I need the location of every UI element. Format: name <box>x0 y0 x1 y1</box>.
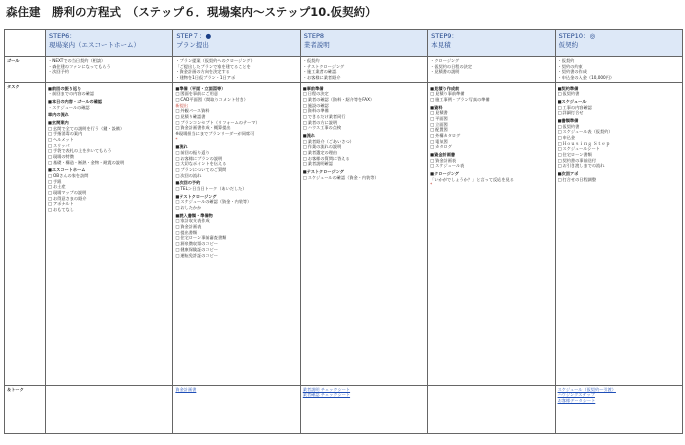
task-checkbox-item[interactable]: □ 業者選定の理由 <box>303 150 425 156</box>
step-name: 業者説明 <box>303 40 330 49</box>
step-number: STEP10：◎ <box>558 32 596 40</box>
talk-cell-8 <box>300 385 427 433</box>
step-number: STEP6： <box>49 32 76 40</box>
task-checkbox-item[interactable]: □ 提出書類 <box>175 230 297 236</box>
goal-item: ・契約の約束 <box>557 63 583 69</box>
task-checkbox-item[interactable]: □ プランコンセプト（リフォームのテーマ） <box>175 120 297 126</box>
goal-cell-10 <box>555 57 682 83</box>
task-checkbox-item[interactable]: □ 玄関で全ての説明を行う（鍵・設備） <box>48 126 170 132</box>
page-title: 森住建 勝利の方程式 （ステップ６．現場案内〜ステップ10.仮契約） <box>6 5 377 19</box>
step-header-6 <box>46 30 173 57</box>
task-checkbox-item[interactable]: □ 施工事例・プラン写真の準備 <box>430 97 552 103</box>
task-section: ■資料 <box>430 104 443 110</box>
task-checkbox-item[interactable]: □ 基礎・構造・断熱・金物・耐震の説明 <box>48 160 170 166</box>
task-cell-7 <box>173 82 300 385</box>
task-label: タスク <box>5 82 46 385</box>
task-checkbox-item[interactable]: □ CAD平面図（間取りコメント付き） <box>175 97 297 103</box>
task-section: ■本日の内容・ゴールの確認 <box>48 99 103 105</box>
task-section: ■エスコートホーム <box>48 167 86 173</box>
step-header-10 <box>555 30 682 57</box>
talk-link[interactable]: 業者説明 チェックシート <box>302 386 351 392</box>
task-section: ■流れ <box>175 144 188 150</box>
task-checkbox-item[interactable]: □ スケジュールシート <box>558 146 680 152</box>
task-checkbox-item[interactable]: □ 仮契約書 <box>558 91 680 97</box>
task-section: ■次回の予約 <box>175 180 201 186</box>
step-header-7 <box>173 30 300 57</box>
step-header-8 <box>300 30 427 57</box>
goal-item: ・森住建のファンになってもらう <box>48 63 111 69</box>
talk-link[interactable]: ハウジングステップ <box>557 392 595 398</box>
task-checkbox-item[interactable]: □ TEL＞日当日トーク（あいだした） <box>175 186 297 192</box>
task-checkbox-item[interactable]: □ 見積り確認書 <box>175 114 297 120</box>
task-cell-6 <box>46 82 173 385</box>
task-checkbox-item[interactable]: □ 外構カタログ <box>430 133 552 139</box>
goal-item: ・お客様に業者紹介 <box>302 75 341 81</box>
task-checkbox-item[interactable]: □ 外観パース資料 <box>175 108 297 114</box>
task-checkbox-item[interactable]: □ 仮契約書 <box>558 124 680 130</box>
task-section: ■資金計画書 <box>430 152 456 158</box>
task-checkbox-item[interactable]: □ Ｈｏｕｓｉｎｇ Ｓｔｅｐ <box>558 141 680 147</box>
goal-item: ・テストクロージング <box>302 63 345 69</box>
task-checkbox-item[interactable]: □ 手指消毒の案内 <box>48 131 170 137</box>
task-checkbox-item[interactable]: □ 手袋で表札の上を歩いてもらう <box>48 148 170 154</box>
task-checkbox-item[interactable]: □ プランについてのご質問 <box>175 167 297 173</box>
task-section: ■流れ <box>302 133 316 139</box>
task-section: ■読入書類・準備物 <box>175 212 213 218</box>
step-number: STEP8 <box>303 32 325 40</box>
task-checkbox-item[interactable]: □ 電気図 <box>430 139 552 145</box>
task-checkbox-item[interactable]: □ 業者説明確認 <box>303 161 425 167</box>
goal-cell-9 <box>428 57 555 83</box>
task-section: ■テストクロージング <box>175 193 217 199</box>
step-name: 現場案内（エスコートホーム） <box>49 40 140 49</box>
step-name: 本見積 <box>431 40 451 49</box>
step-header-9 <box>428 30 555 57</box>
process-table <box>4 29 683 434</box>
goal-item: ・見積書の説明 <box>430 69 460 75</box>
talk-label: ＆トーク <box>5 385 46 433</box>
task-checkbox-item[interactable]: □ 詳細打合せ <box>558 110 680 116</box>
task-checkbox-item[interactable]: □ お客様の質問に答える <box>303 156 425 162</box>
task-checkbox-item[interactable]: □ 前回の振り返り <box>175 150 297 156</box>
task-checkbox-item[interactable]: □ 契約書の事前送付 <box>558 158 680 164</box>
task-checkbox-item[interactable]: □ 資金計画書作成・概算提出 <box>175 125 297 131</box>
task-checkbox-item[interactable]: □ 作業の流れの説明 <box>303 144 425 150</box>
task-item: ・スケジュールの確認 <box>48 104 90 110</box>
goal-label: ゴール <box>5 57 46 83</box>
task-checkbox-item[interactable]: □ 住宅ローン事前審査書類 <box>175 235 297 241</box>
task-checkbox-item[interactable]: □ 健康保険証のコピー <box>175 247 297 253</box>
task-checkbox-item[interactable]: □ カタログ <box>430 144 552 150</box>
talk-cell-10 <box>555 385 682 433</box>
talk-row <box>5 385 683 433</box>
goal-item: ・NEXTでの当日契約（相談） <box>48 58 106 63</box>
task-checkbox-item[interactable]: □ 平面図 <box>430 116 552 122</box>
task-row <box>5 82 683 385</box>
goal-item: ・クロージング <box>430 58 460 63</box>
task-note: * <box>175 136 178 142</box>
task-checkbox-item[interactable]: □ できるだけ業者同行 <box>303 114 425 120</box>
task-checkbox-item[interactable]: □ 次回の流れ <box>175 173 297 179</box>
task-checkbox-item[interactable]: □ 運転免許証のコピー <box>175 253 297 259</box>
task-checkbox-item[interactable]: □ お土産 <box>48 184 170 190</box>
task-checkbox-item[interactable]: □ スケジュールの確認（資金・内装等） <box>303 175 425 181</box>
task-checkbox-item[interactable]: □ 立面図 <box>430 122 552 128</box>
task-checkbox-item[interactable]: □ 住宅ローン書類 <box>558 152 680 158</box>
talk-link[interactable]: お客様データシート <box>557 398 596 404</box>
goal-cell-7 <box>173 57 300 83</box>
task-checkbox-item[interactable]: □ 業者の方に説明 <box>303 120 425 126</box>
task-checkbox-item[interactable]: □ 日程の決定 <box>303 91 425 97</box>
task-checkbox-item[interactable]: □ 見積り事前準備 <box>430 91 552 97</box>
goal-row <box>5 57 683 83</box>
task-checkbox-item[interactable]: □ 見積書 <box>430 110 552 116</box>
task-checkbox-item[interactable]: □ OBさんの家を訪問 <box>48 173 170 179</box>
talk-link[interactable]: 資金計画書 <box>175 386 197 392</box>
task-checkbox-item[interactable]: □ お客様にプランの説明 <box>175 156 297 162</box>
task-section: ■事前準備 <box>302 85 324 91</box>
task-cell-9 <box>428 82 555 385</box>
step-number: STEP9： <box>431 32 458 40</box>
task-checkbox-item[interactable]: □ 現場マップの説明 <box>48 190 170 196</box>
task-checkbox-item[interactable]: □ アポナルト <box>48 201 170 207</box>
task-checkbox-item[interactable]: □ 図面を事前にご用意 <box>175 91 297 97</box>
task-section: ■スケジュール <box>557 99 587 105</box>
task-section: ■玄関案内 <box>48 120 69 126</box>
task-checkbox-item[interactable]: □ お得意さまの紹介 <box>48 196 170 202</box>
goal-item: ・施工業者の確認 <box>302 69 337 75</box>
goal-item: ・資金計画の方向を決定する <box>175 69 230 75</box>
task-checkbox-item[interactable]: □ 業者の確認（資料・紹介等をFAX） <box>303 97 425 103</box>
step-name: プラン提出 <box>176 40 209 49</box>
task-checkbox-item[interactable]: □ おしたかか <box>175 205 297 211</box>
task-section: 車内の流れ <box>48 112 69 118</box>
task-cell-10 <box>555 82 682 385</box>
task-checkbox-item[interactable]: □ 配置図 <box>430 127 552 133</box>
task-checkbox-item[interactable]: □ 資料の準備 <box>303 108 425 114</box>
task-checkbox-item[interactable]: □ 資金計画表 <box>430 158 552 164</box>
task-checkbox-item[interactable]: □ 家計収支表作成 <box>175 218 297 224</box>
task-checkbox-item[interactable]: □ 手紙 <box>48 179 170 185</box>
task-section: ■クロージング <box>430 171 459 177</box>
talk-cell-7 <box>173 385 300 433</box>
task-note: 新提出 <box>175 102 188 108</box>
goal-item: ・仮契約 <box>302 58 320 63</box>
task-checkbox-item[interactable]: □ スケジュール表 <box>430 163 552 169</box>
talk-link[interactable]: 業者確認 チェックシート <box>302 392 351 398</box>
task-checkbox-item[interactable]: □ スケジュールの確認（資金・内装等） <box>175 199 297 205</box>
task-checkbox-item[interactable]: □ 大切なポイントを伝える <box>175 161 297 167</box>
goal-item: ・次回予約 <box>48 69 69 75</box>
task-section: ■契約準備 <box>557 85 579 91</box>
task-checkbox-item[interactable]: □ 施設の確認 <box>303 103 425 109</box>
task-checkbox-item[interactable]: □ ハウス工事の点検 <box>303 125 425 131</box>
task-checkbox-item[interactable]: □ 源泉徴収票のコピー <box>175 241 297 247</box>
task-checkbox-item[interactable]: □ 申込金 <box>558 135 680 141</box>
goal-item: ・申込金の入金（10,000円） <box>557 75 615 81</box>
task-checkbox-item[interactable]: □ 打合せの日程調整 <box>558 177 680 183</box>
task-section: ■準備（平面・立面図等） <box>175 85 226 91</box>
task-checkbox-item[interactable]: □ 資金計画表 <box>175 224 297 230</box>
goal-cell-8 <box>300 57 427 83</box>
goal-item: ・契約書の作成 <box>557 69 587 75</box>
task-checkbox-item[interactable]: □ 業者紹介（ごあいさつ） <box>303 139 425 145</box>
talk-cell-9 <box>428 385 555 433</box>
task-checkbox-item[interactable]: □ お引き渡しまでの流れ <box>558 163 680 169</box>
talk-cell-6 <box>46 385 173 433</box>
task-checkbox-item[interactable]: □ スリッパ <box>48 143 170 149</box>
task-item: 「いかがでしょうか？」と言って反応を見る <box>430 176 514 182</box>
task-section: ■次回アポ <box>557 171 579 177</box>
talk-link[interactable]: スケジュール（仮契約〜引渡） <box>557 386 616 392</box>
goal-item: ・建物を1日仮プラン・1日アポ <box>175 75 236 81</box>
goal-cell-6 <box>46 57 173 83</box>
task-checkbox-item[interactable]: □ おもてなし <box>48 207 170 213</box>
task-item: ※現場担当にまでプランリーダーが同席可 <box>175 131 255 137</box>
task-section: ■前回の振り返り <box>48 85 82 91</box>
task-checkbox-item[interactable]: □ 現場の特徴 <box>48 154 170 160</box>
goal-item: 「ご提出したプランで家を建てることを <box>175 63 251 69</box>
goal-item: ・仮契約 <box>557 58 575 63</box>
task-section: ■見積り作成前 <box>430 85 460 91</box>
corner-cell <box>5 30 46 57</box>
step-number: STEP７：● <box>176 32 212 40</box>
task-cell-8 <box>300 82 427 385</box>
task-section: ■書類準備 <box>557 118 579 124</box>
step-name: 仮契約 <box>558 40 579 49</box>
task-item: ・前回までの内容の確認 <box>48 91 95 97</box>
goal-item: ・仮契約の日程の決定 <box>430 63 473 69</box>
task-note: * <box>430 182 433 188</box>
task-checkbox-item[interactable]: □ スケジュール表（仮契約） <box>558 129 680 135</box>
task-checkbox-item[interactable]: □ 工事の内容確認 <box>558 105 680 111</box>
goal-item: ・プラン提案（仮契約へのクロージング） <box>175 58 255 63</box>
task-section: ■テストクロージング <box>302 169 344 175</box>
header-row <box>5 30 683 57</box>
task-checkbox-item[interactable]: □ ヘルメット <box>48 137 170 143</box>
